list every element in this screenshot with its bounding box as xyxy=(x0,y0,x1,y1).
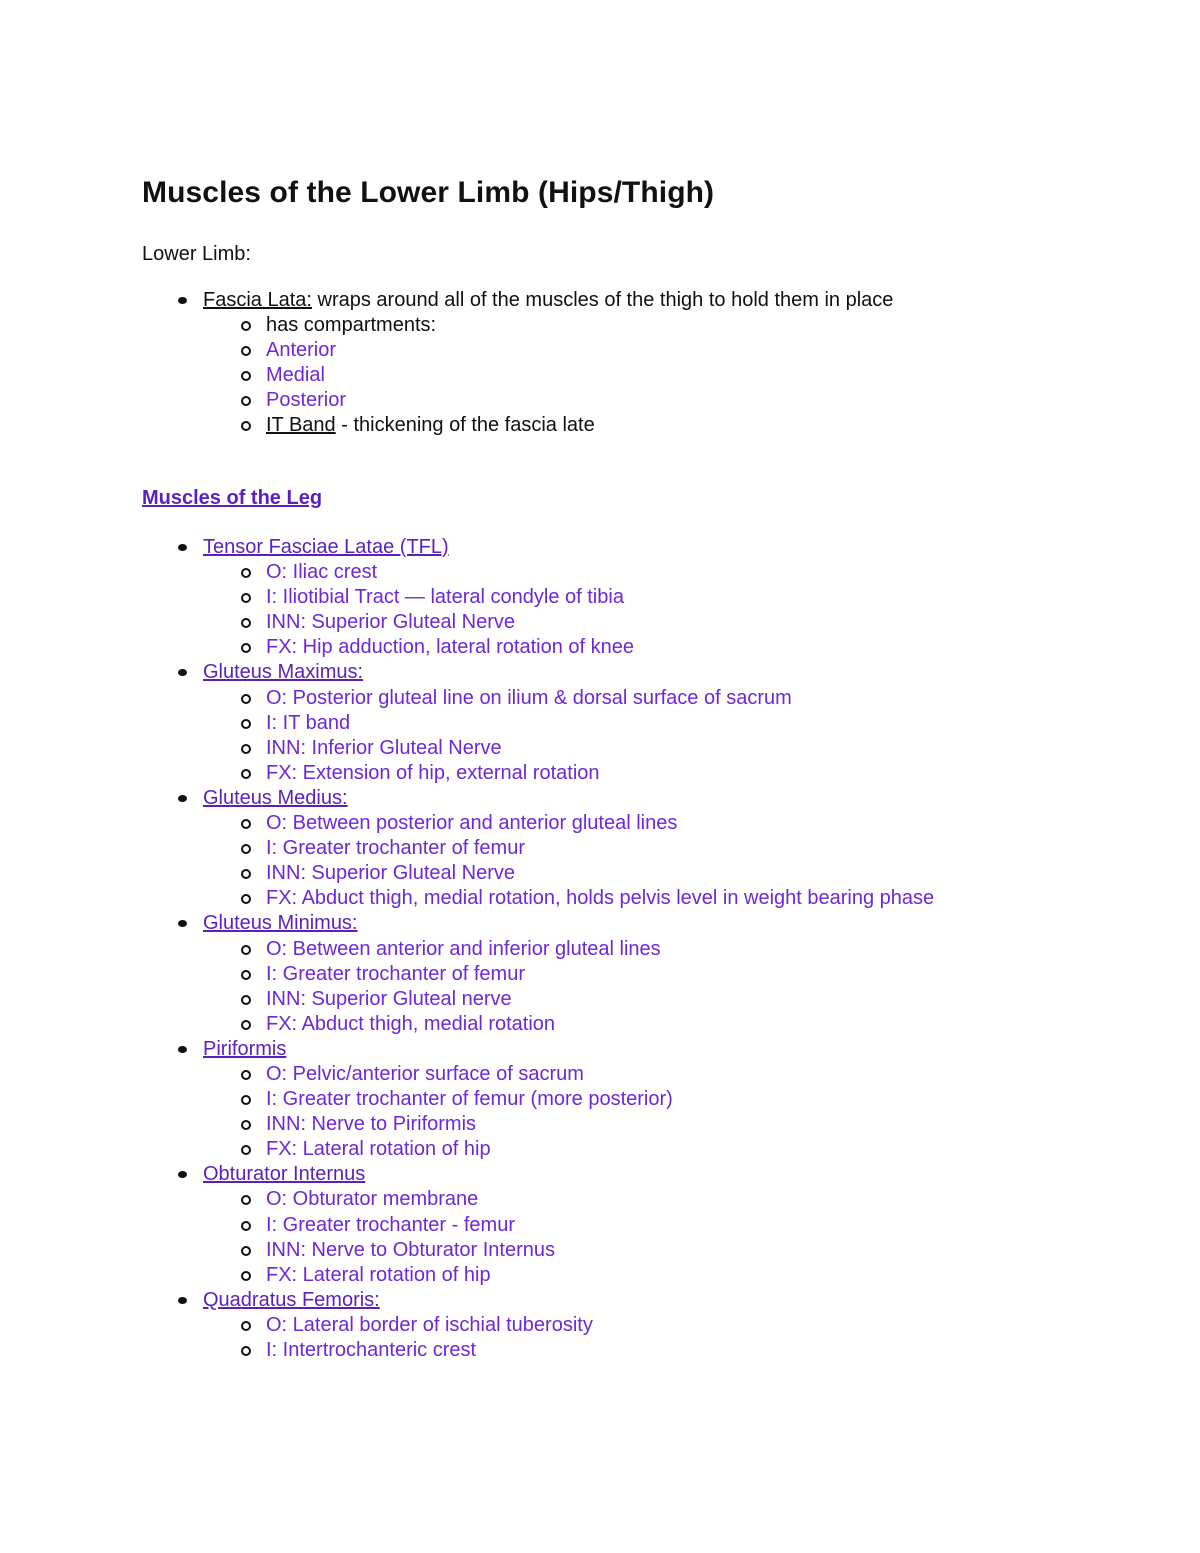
circle-bullet-icon xyxy=(241,1346,251,1356)
muscle-detail-item xyxy=(0,861,934,886)
circle-bullet-icon xyxy=(241,819,251,829)
muscle-item xyxy=(0,535,934,560)
muscle-item xyxy=(0,911,934,936)
muscle-detail-text: FX: Lateral rotation of hip xyxy=(266,1263,491,1286)
circle-bullet-icon xyxy=(241,744,251,754)
muscle-item xyxy=(0,1162,934,1187)
circle-bullet-icon xyxy=(241,844,251,854)
muscle-name-link[interactable]: Quadratus Femoris: xyxy=(203,1288,380,1311)
circle-bullet-icon xyxy=(241,995,251,1005)
subitem-text: Anterior xyxy=(266,339,337,362)
circle-bullet-icon xyxy=(241,1145,251,1155)
muscle-detail-text: INN: Inferior Gluteal Nerve xyxy=(266,736,502,759)
circle-bullet-icon xyxy=(241,643,251,653)
muscle-name-link[interactable]: Obturator Internus xyxy=(203,1163,366,1186)
muscle-detail-item xyxy=(0,686,934,711)
muscle-detail-text: O: Pelvic/anterior surface of sacrum xyxy=(266,1062,584,1085)
muscle-detail-item xyxy=(0,1187,934,1212)
disc-bullet-icon xyxy=(178,1171,187,1178)
muscle-detail-item xyxy=(0,761,934,786)
circle-bullet-icon xyxy=(241,869,251,879)
muscle-detail-item xyxy=(0,1112,934,1137)
muscle-detail-text: INN: Nerve to Obturator Internus xyxy=(266,1238,556,1261)
list-subitem-it-band xyxy=(0,413,893,438)
muscle-detail-text: I: Greater trochanter - femur xyxy=(266,1213,515,1236)
muscle-detail-item xyxy=(0,1012,934,1037)
list-subitem xyxy=(0,363,893,388)
disc-bullet-icon xyxy=(178,1297,187,1304)
page-title: Muscles of the Lower Limb (Hips/Thigh) xyxy=(142,176,715,209)
disc-bullet-icon xyxy=(178,544,187,551)
muscle-detail-text: I: Greater trochanter of femur (more posterior) xyxy=(266,1088,673,1111)
muscle-name-link[interactable]: Piriformis xyxy=(203,1037,287,1060)
list-item-fascia-lata xyxy=(0,288,893,313)
circle-bullet-icon xyxy=(241,719,251,729)
fascia-list xyxy=(0,288,893,439)
muscle-detail-item xyxy=(0,811,934,836)
muscle-detail-text: O: Posterior gluteal line on ilium & dorsal surface of sacrum xyxy=(266,686,792,709)
muscle-detail-item xyxy=(0,736,934,761)
subitem-text: Medial xyxy=(266,364,325,387)
muscle-detail-text: FX: Abduct thigh, medial rotation, holds pelvis level in weight bearing phase xyxy=(266,887,935,910)
circle-bullet-icon xyxy=(241,1120,251,1130)
muscle-detail-item xyxy=(0,1137,934,1162)
muscle-detail-item xyxy=(0,1062,934,1087)
circle-bullet-icon xyxy=(241,593,251,603)
muscle-name-link[interactable]: Tensor Fasciae Latae (TFL) xyxy=(203,536,449,558)
circle-bullet-icon xyxy=(241,321,251,331)
muscle-detail-text: O: Iliac crest xyxy=(266,561,378,584)
fascia-description: wraps around all of the muscles of the thigh to hold them in place xyxy=(311,289,894,311)
muscle-detail-item xyxy=(0,1087,934,1112)
muscle-detail-item xyxy=(0,836,934,861)
circle-bullet-icon xyxy=(241,694,251,704)
disc-bullet-icon xyxy=(178,669,187,676)
muscle-detail-text: INN: Superior Gluteal Nerve xyxy=(266,611,515,634)
list-subitem xyxy=(0,338,893,363)
muscle-detail-text: O: Obturator membrane xyxy=(266,1188,479,1211)
subitem-text: has compartments: xyxy=(266,314,437,337)
disc-bullet-icon xyxy=(178,920,187,927)
muscles-list xyxy=(0,535,934,1363)
circle-bullet-icon xyxy=(241,1271,251,1281)
muscle-detail-item xyxy=(0,1213,934,1238)
circle-bullet-icon xyxy=(241,371,251,381)
muscle-detail-text: INN: Nerve to Piriformis xyxy=(266,1113,477,1136)
muscle-detail-text: I: Iliotibial Tract — lateral condyle of tibia xyxy=(266,586,624,609)
muscle-name-link[interactable]: Gluteus Minimus: xyxy=(203,912,358,935)
muscle-detail-item xyxy=(0,962,934,987)
muscle-detail-text: O: Lateral border of ischial tuberosity xyxy=(266,1313,593,1336)
circle-bullet-icon xyxy=(241,894,251,904)
muscle-detail-text: INN: Superior Gluteal Nerve xyxy=(266,862,515,885)
muscle-detail-text: INN: Superior Gluteal nerve xyxy=(266,987,512,1010)
muscle-detail-item xyxy=(0,560,934,585)
muscle-item xyxy=(0,1037,934,1062)
muscle-detail-text: FX: Hip adduction, lateral rotation of knee xyxy=(266,636,634,659)
circle-bullet-icon xyxy=(241,1246,251,1256)
circle-bullet-icon xyxy=(241,568,251,578)
circle-bullet-icon xyxy=(241,618,251,628)
fascia-term: Fascia Lata: xyxy=(203,289,312,311)
list-subitem xyxy=(0,388,893,413)
muscle-detail-text: FX: Extension of hip, external rotation xyxy=(266,761,600,784)
circle-bullet-icon xyxy=(241,769,251,779)
circle-bullet-icon xyxy=(241,1195,251,1205)
muscle-detail-item xyxy=(0,585,934,610)
muscle-detail-item xyxy=(0,711,934,736)
muscle-detail-text: O: Between anterior and inferior gluteal lines xyxy=(266,937,661,960)
muscle-detail-item xyxy=(0,1238,934,1263)
intro-label: Lower Limb: xyxy=(142,243,251,265)
muscle-detail-item xyxy=(0,987,934,1012)
subitem-text: Posterior xyxy=(266,389,347,412)
it-band-rest: - thickening of the fascia late xyxy=(335,414,595,437)
muscle-item xyxy=(0,660,934,685)
circle-bullet-icon xyxy=(241,1070,251,1080)
disc-bullet-icon xyxy=(178,795,187,802)
circle-bullet-icon xyxy=(241,421,251,431)
muscle-detail-item xyxy=(0,937,934,962)
circle-bullet-icon xyxy=(241,346,251,356)
disc-bullet-icon xyxy=(178,297,187,304)
circle-bullet-icon xyxy=(241,1321,251,1331)
muscle-name-link[interactable]: Gluteus Maximus: xyxy=(203,661,364,684)
muscle-detail-text: I: Intertrochanteric crest xyxy=(266,1339,477,1361)
disc-bullet-icon xyxy=(178,1046,187,1053)
muscle-item xyxy=(0,1288,934,1313)
muscle-detail-item xyxy=(0,1263,934,1288)
muscle-detail-text: I: Greater trochanter of femur xyxy=(266,837,525,860)
circle-bullet-icon xyxy=(241,970,251,980)
muscle-detail-item xyxy=(0,635,934,660)
muscle-detail-text: FX: Abduct thigh, medial rotation xyxy=(266,1012,556,1035)
list-subitem xyxy=(0,313,893,338)
muscle-detail-text: O: Between posterior and anterior gluteal lines xyxy=(266,812,678,835)
circle-bullet-icon xyxy=(241,945,251,955)
circle-bullet-icon xyxy=(241,396,251,406)
muscle-detail-text: I: Greater trochanter of femur xyxy=(266,962,525,985)
muscle-detail-text: FX: Lateral rotation of hip xyxy=(266,1138,491,1161)
it-band-term: IT Band xyxy=(266,414,336,437)
muscle-detail-item xyxy=(0,1313,934,1338)
circle-bullet-icon xyxy=(241,1095,251,1105)
circle-bullet-icon xyxy=(241,1020,251,1030)
circle-bullet-icon xyxy=(241,1221,251,1231)
muscle-detail-item xyxy=(0,886,934,911)
muscle-name-link[interactable]: Gluteus Medius: xyxy=(203,786,348,809)
muscle-detail-text: I: IT band xyxy=(266,711,351,734)
muscle-detail-item xyxy=(0,610,934,635)
section-heading[interactable]: Muscles of the Leg xyxy=(142,487,323,509)
muscle-item xyxy=(0,786,934,811)
muscle-detail-item xyxy=(0,1338,934,1363)
